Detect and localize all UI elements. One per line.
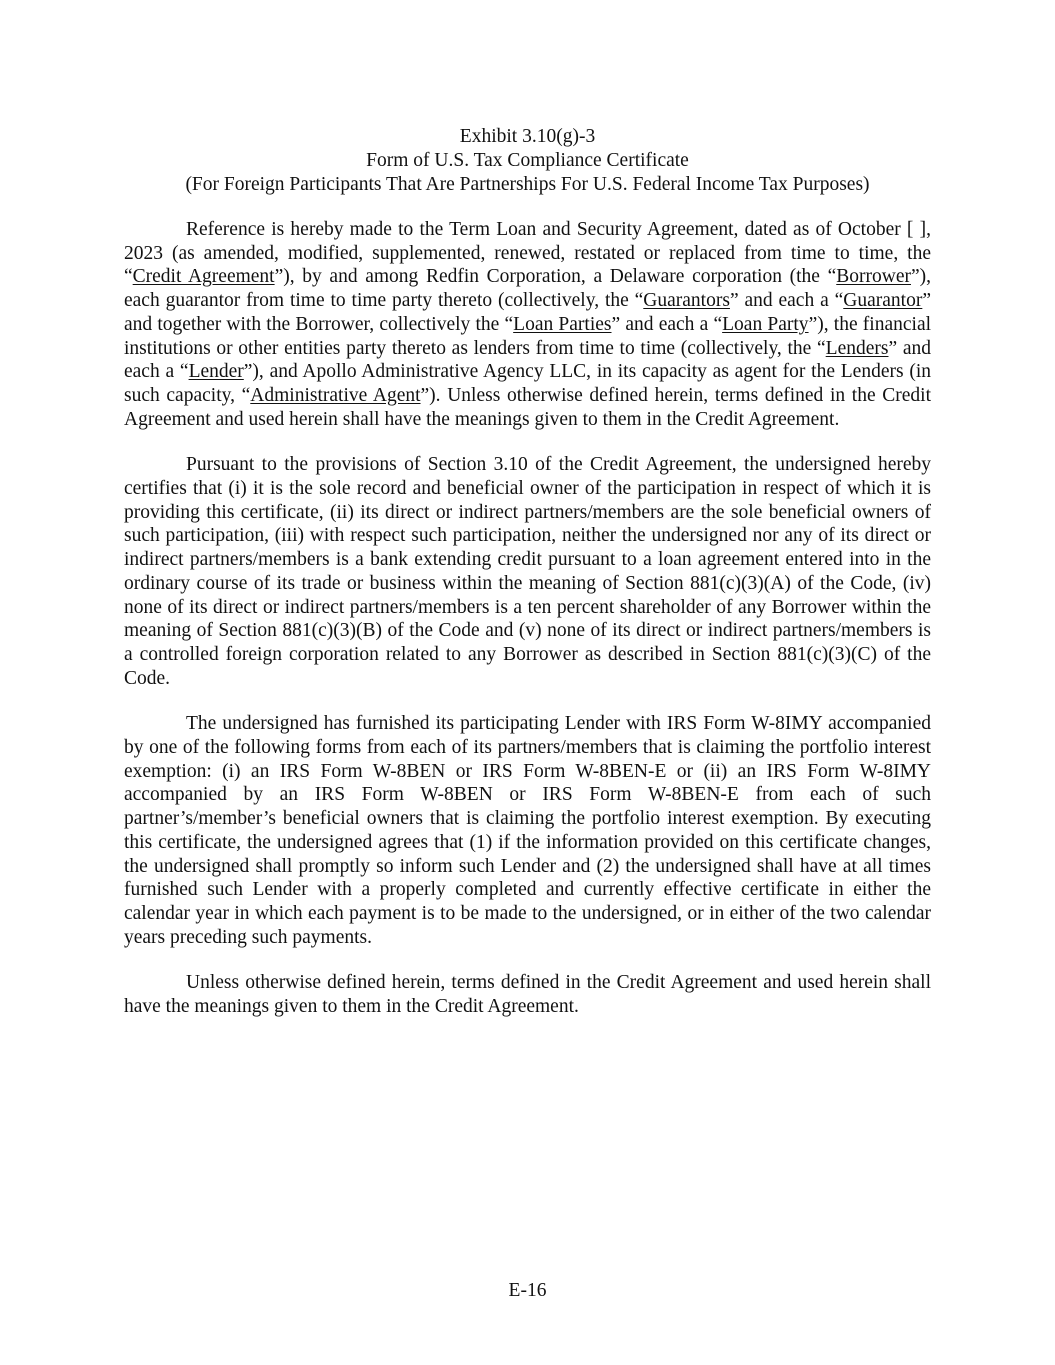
p1-text-2: ”), by and among Redfin Corporation, a Delaware corporation (the “ [274, 266, 837, 288]
form-subtitle: (For Foreign Participants That Are Partnerships For U.S. Federal Income Tax Purposes) [185, 174, 870, 195]
defined-term-loan-party: Loan Party [722, 313, 809, 335]
defined-term-lenders: Lenders [825, 337, 889, 359]
defined-term-loan-parties: Loan Parties [513, 313, 612, 335]
defined-term-credit-agreement: Credit Agreement [132, 266, 275, 288]
exhibit-number: Exhibit 3.10(g)-3 [459, 126, 596, 147]
p1-text-9: ”), and Apollo Administrative Agency LLC, in its capacity as agent for the Lenders (in such capacity, “ [124, 361, 931, 406]
exhibit-header [0, 125, 1055, 197]
paragraph-forms-furnished: The undersigned has furnished its participating Lender with IRS Form W-8IMY accompanied by one of the following forms from each of its partners/members that is claiming the portfolio interest exemption: (i) an IRS Form W-8BEN or IRS Form W-8BEN-E or (ii) an IRS Form W-8IMY accompanied by an IRS Form W-8BEN or IRS Form W-8BEN-E from each of such partner’s/member’s beneficial owners that is claiming the portfolio interest exemption. By executing this certificate, the undersigned agrees that (1) if the information provided on this certificate changes, the undersigned shall promptly so inform such Lender and (2) the undersigned shall have at all times furnished such Lender with a properly completed and currently effective certificate in either the calendar year in which each payment is to be made to the undersigned, or in either of the two calendar years preceding such payments. [124, 713, 931, 948]
p1-text-3: ”), each guarantor from time to time party thereto (collectively, the “ [124, 266, 932, 312]
document-body [124, 218, 931, 1041]
defined-term-borrower: Borrower [836, 266, 911, 288]
p1-text-10: ”). Unless otherwise defined herein, terms defined in the Credit Agreement and used herein shall have the meanings given to them in the Credit Agreement. [124, 384, 932, 430]
form-title: Form of U.S. Tax Compliance Certificate [366, 150, 689, 171]
paragraph-reference [124, 218, 931, 431]
p1-text-1: Reference is hereby made to the Term Loan and Security Agreement, dated as of October [ ], 2023 (as amended, modified, supplemented, renewed, restated or replaced from time to time, the “ [124, 219, 931, 288]
p1-text-7: ”), the financial institutions or other entities party thereto as lenders from time to time (collectively, the “ [124, 313, 932, 359]
defined-term-administrative-agent: Administrative Agent [250, 384, 421, 406]
p1-text-4: ” and each a “ [729, 290, 844, 312]
defined-term-lender: Lender [188, 361, 244, 383]
page-number: E-16 [508, 1280, 547, 1301]
defined-term-guarantor: Guarantor [843, 290, 923, 312]
defined-term-guarantors: Guarantors [643, 290, 730, 312]
p1-text-6: ” and each a “ [611, 313, 723, 335]
p1-text-5: ” and together with the Borrower, collectively the “ [124, 290, 931, 335]
p1-text-8: ” and each a “ [124, 337, 931, 383]
paragraph-definitions: Unless otherwise defined herein, terms defined in the Credit Agreement and used herein shall have the meanings given to them in the Credit Agreement. [124, 972, 931, 1018]
paragraph-certification: Pursuant to the provisions of Section 3.10 of the Credit Agreement, the undersigned hereby certifies that (i) it is the sole record and beneficial owner of the participation in respect of which it is providing this certificate, (ii) its direct or indirect partners/members are the sole beneficial owners of such participation, (iii) with respect such participation, neither the undersigned nor any of its direct or indirect partners/members is a bank extending credit pursuant to a loan agreement entered into in the ordinary course of its trade or business within the meaning of Section 881(c)(3)(A) of the Code, (iv) none of its direct or indirect partners/members is a ten percent shareholder of any Borrower within the meaning of Section 881(c)(3)(B) of the Code and (v) none of its direct or indirect partners/members is a controlled foreign corporation related to any Borrower as described in Section 881(c)(3)(C) of the Code. [124, 454, 931, 689]
